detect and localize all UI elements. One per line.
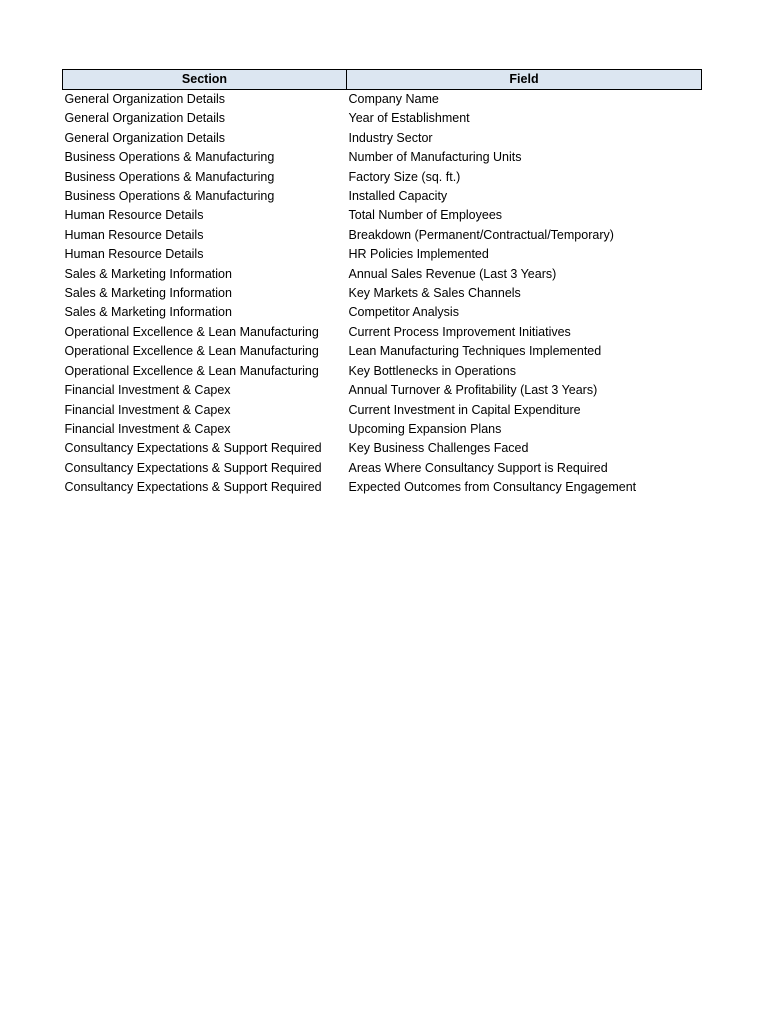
cell-field: Annual Turnover & Profitability (Last 3 Years) <box>348 383 598 398</box>
table-row <box>63 129 702 148</box>
cell-field: Industry Sector <box>348 130 433 145</box>
table-row <box>63 90 702 110</box>
cell-section: General Organization Details <box>64 92 225 106</box>
cell-section: Operational Excellence & Lean Manufacturing <box>64 324 319 339</box>
cell-field: Competitor Analysis <box>348 305 459 320</box>
table-row <box>63 478 702 497</box>
cell-section: Business Operations & Manufacturing <box>64 150 275 165</box>
cell-section: General Organization Details <box>64 130 225 145</box>
table-body <box>63 90 702 498</box>
cell-field: Current Process Improvement Initiatives <box>348 324 571 339</box>
table-row <box>63 206 702 225</box>
cell-field: Total Number of Employees <box>348 208 503 223</box>
cell-field: Expected Outcomes from Consultancy Engagement <box>348 480 637 495</box>
table-row <box>63 401 702 420</box>
cell-section: General Organization Details <box>64 111 225 126</box>
cell-field: Key Markets & Sales Channels <box>348 286 521 301</box>
table-row <box>63 342 702 361</box>
table-row <box>63 168 702 187</box>
table-row <box>63 303 702 322</box>
cell-section: Consultancy Expectations & Support Required <box>64 480 322 495</box>
spreadsheet-page <box>62 69 701 498</box>
cell-section: Consultancy Expectations & Support Required <box>64 460 322 475</box>
cell-section: Business Operations & Manufacturing <box>64 189 275 204</box>
cell-section: Sales & Marketing Information <box>64 286 232 301</box>
table-row <box>63 323 702 342</box>
table-row <box>63 245 702 264</box>
cell-section: Business Operations & Manufacturing <box>64 169 275 184</box>
cell-section: Operational Excellence & Lean Manufacturing <box>64 344 319 359</box>
cell-field: Number of Manufacturing Units <box>348 150 522 165</box>
cell-section: Human Resource Details <box>64 227 204 242</box>
cell-field: Key Business Challenges Faced <box>348 441 529 456</box>
table-row <box>63 148 702 167</box>
table-row <box>63 265 702 284</box>
cell-field: Installed Capacity <box>348 189 448 204</box>
column-header-section: Section <box>63 70 347 90</box>
cell-section: Human Resource Details <box>64 208 204 223</box>
cell-field: Current Investment in Capital Expenditure <box>348 402 581 417</box>
table-row <box>63 109 702 128</box>
table-row <box>63 226 702 245</box>
table-row <box>63 187 702 206</box>
cell-field: Company Name <box>348 92 439 106</box>
cell-field: Year of Establishment <box>348 111 470 126</box>
cell-field: Annual Sales Revenue (Last 3 Years) <box>348 266 557 281</box>
cell-section: Financial Investment & Capex <box>64 421 231 436</box>
cell-field: Upcoming Expansion Plans <box>348 421 502 436</box>
cell-section: Human Resource Details <box>64 247 204 262</box>
cell-field: Areas Where Consultancy Support is Required <box>348 460 608 475</box>
table-row <box>63 459 702 478</box>
cell-section: Financial Investment & Capex <box>64 383 231 398</box>
table-row <box>63 381 702 400</box>
table-row <box>63 362 702 381</box>
cell-field: Key Bottlenecks in Operations <box>348 363 516 378</box>
data-table <box>62 69 702 498</box>
cell-section: Consultancy Expectations & Support Required <box>64 441 322 456</box>
cell-section: Operational Excellence & Lean Manufacturing <box>64 363 319 378</box>
cell-section: Sales & Marketing Information <box>64 266 232 281</box>
table-row <box>63 284 702 303</box>
cell-field: Breakdown (Permanent/Contractual/Temporary) <box>348 227 614 242</box>
cell-section: Financial Investment & Capex <box>64 402 231 417</box>
cell-section: Sales & Marketing Information <box>64 305 232 320</box>
header-row <box>63 70 702 90</box>
cell-field: Lean Manufacturing Techniques Implemented <box>348 344 602 359</box>
column-header-field: Field <box>347 70 702 90</box>
table-row <box>63 420 702 439</box>
cell-field: HR Policies Implemented <box>348 247 489 262</box>
cell-field: Factory Size (sq. ft.) <box>348 169 461 184</box>
table-row <box>63 439 702 458</box>
